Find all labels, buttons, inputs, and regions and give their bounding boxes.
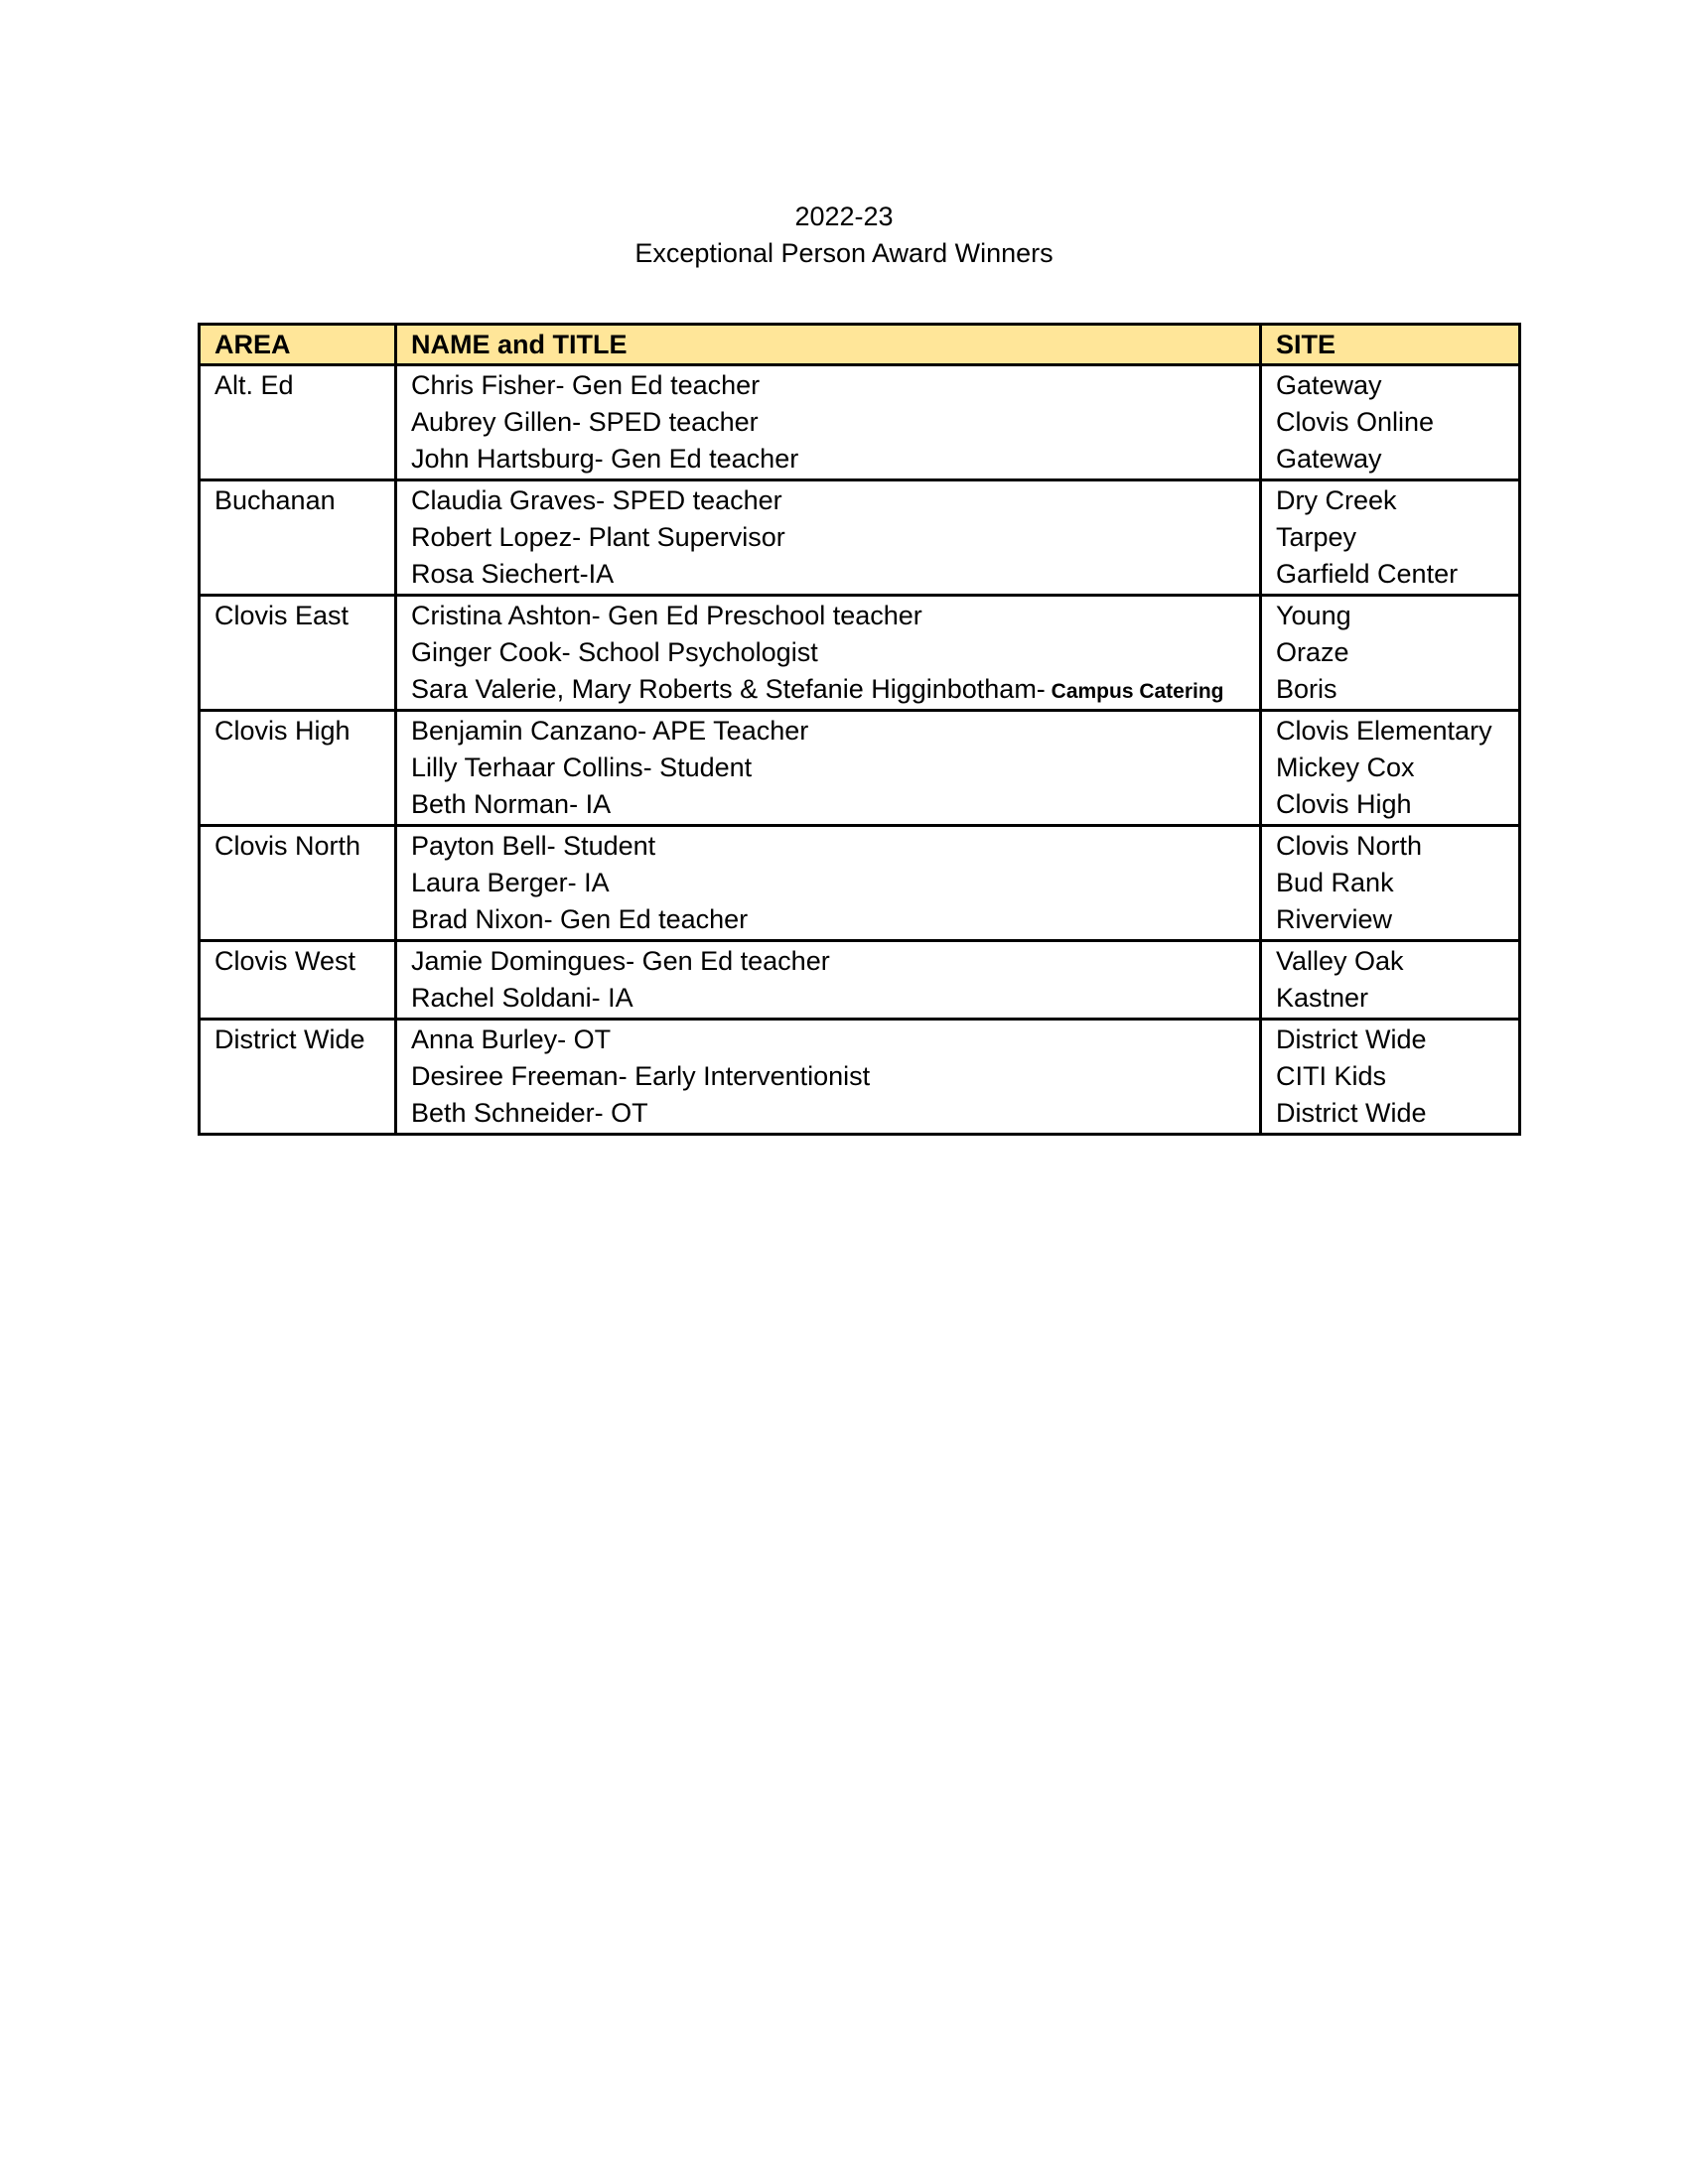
name-title-cell: [396, 1020, 1261, 1135]
name-title-cell: [396, 365, 1261, 480]
name-title-cell: [396, 711, 1261, 826]
winner-site: District Wide: [1276, 1098, 1427, 1128]
table-row: [200, 826, 1520, 941]
area-label: Clovis North: [214, 831, 361, 861]
winner-name-title: [411, 943, 1259, 980]
winner-site: District Wide: [1276, 1024, 1427, 1054]
winner-name-title: [411, 750, 1259, 786]
winner-site: Mickey Cox: [1276, 752, 1415, 782]
name-title-cell: [396, 826, 1261, 941]
winner-site: Riverview: [1276, 904, 1393, 934]
winner-name-text: Ginger Cook- School Psychologist: [411, 637, 818, 667]
winner-site: Gateway: [1276, 370, 1382, 400]
winner-name-title: [411, 1058, 1259, 1095]
page-header: [0, 199, 1688, 272]
area-cell: [200, 596, 396, 711]
area-label: Alt. Ed: [214, 370, 294, 400]
winner-name-text: Laura Berger- IA: [411, 868, 610, 897]
winner-name-title: [411, 556, 1259, 593]
winner-name-title: [411, 1095, 1259, 1132]
area-label: Clovis East: [214, 601, 350, 630]
site-cell: [1261, 480, 1520, 596]
area-cell: [200, 1020, 396, 1135]
award-winners-table: [198, 323, 1521, 1136]
name-title-cell: [396, 480, 1261, 596]
winner-site: Clovis Online: [1276, 407, 1435, 437]
winner-name-text: Cristina Ashton- Gen Ed Preschool teacher: [411, 601, 922, 630]
column-header-area: AREA: [200, 325, 396, 365]
winner-site: CITI Kids: [1276, 1061, 1387, 1091]
winner-name-title: [411, 980, 1259, 1017]
award-year: 2022-23: [794, 202, 894, 231]
table-row: [200, 480, 1520, 596]
table-row: [200, 1020, 1520, 1135]
winner-site: Bud Rank: [1276, 868, 1394, 897]
header-row: [200, 325, 1520, 365]
winner-name-text: Anna Burley- OT: [411, 1024, 612, 1054]
winner-site: Oraze: [1276, 637, 1349, 667]
area-cell: [200, 365, 396, 480]
winner-site: Tarpey: [1276, 522, 1357, 552]
winner-site: Valley Oak: [1276, 946, 1404, 976]
winner-site: Dry Creek: [1276, 485, 1397, 515]
winner-site: Clovis Elementary: [1276, 716, 1492, 746]
winner-name-text: Jamie Domingues- Gen Ed teacher: [411, 946, 830, 976]
winner-name-text: Sara Valerie, Mary Roberts & Stefanie Higginbotham-: [411, 674, 1046, 704]
winner-name-title: [411, 404, 1259, 441]
winner-name-title: [411, 865, 1259, 901]
table-row: [200, 941, 1520, 1020]
area-label: Clovis West: [214, 946, 356, 976]
column-header-name-title: NAME and TITLE: [396, 325, 1261, 365]
site-cell: [1261, 711, 1520, 826]
table-row: [200, 711, 1520, 826]
site-cell: [1261, 596, 1520, 711]
area-cell: [200, 711, 396, 826]
area-cell: [200, 826, 396, 941]
winner-name-text: Brad Nixon- Gen Ed teacher: [411, 904, 749, 934]
winner-name-title: [411, 367, 1259, 404]
area-label: Buchanan: [214, 485, 336, 515]
page-title: Exceptional Person Award Winners: [634, 238, 1054, 268]
winner-name-title: [411, 828, 1259, 865]
winner-name-text: Robert Lopez- Plant Supervisor: [411, 522, 785, 552]
winner-note: Campus Catering: [1045, 680, 1224, 703]
area-label: Clovis High: [214, 716, 351, 746]
winner-name-title: [411, 598, 1259, 634]
winner-name-text: Beth Schneider- OT: [411, 1098, 648, 1128]
winner-name-text: Rosa Siechert-IA: [411, 559, 615, 589]
table-row: [200, 596, 1520, 711]
winner-site: Gateway: [1276, 444, 1382, 474]
winner-site: Clovis High: [1276, 789, 1412, 819]
winner-name-title: [411, 713, 1259, 750]
area-cell: [200, 941, 396, 1020]
table-row: [200, 365, 1520, 480]
winner-name-text: Lilly Terhaar Collins- Student: [411, 752, 753, 782]
winner-name-text: Aubrey Gillen- SPED teacher: [411, 407, 759, 437]
table-header: [200, 325, 1520, 365]
name-title-cell: [396, 941, 1261, 1020]
site-cell: [1261, 941, 1520, 1020]
winner-name-title: [411, 1022, 1259, 1058]
winner-name-title: [411, 482, 1259, 519]
site-cell: [1261, 826, 1520, 941]
winner-name-text: Rachel Soldani- IA: [411, 983, 633, 1013]
winner-name-text: Benjamin Canzano- APE Teacher: [411, 716, 809, 746]
area-cell: [200, 480, 396, 596]
winner-name-title: [411, 441, 1259, 478]
winner-name-title: [411, 634, 1259, 671]
table-body: [200, 365, 1520, 1135]
winner-site: Kastner: [1276, 983, 1369, 1013]
area-label: District Wide: [214, 1024, 365, 1054]
winner-name-text: John Hartsburg- Gen Ed teacher: [411, 444, 799, 474]
winner-name-text: Chris Fisher- Gen Ed teacher: [411, 370, 761, 400]
site-cell: [1261, 365, 1520, 480]
winner-site: Garfield Center: [1276, 559, 1459, 589]
winner-name-text: Desiree Freeman- Early Interventionist: [411, 1061, 871, 1091]
winner-name-title: [411, 519, 1259, 556]
name-title-cell: [396, 596, 1261, 711]
winner-name-title: [411, 671, 1259, 708]
winner-site: Young: [1276, 601, 1351, 630]
winner-name-text: Payton Bell- Student: [411, 831, 656, 861]
winner-site: Boris: [1276, 674, 1337, 704]
winner-name-text: Claudia Graves- SPED teacher: [411, 485, 782, 515]
winner-name-title: [411, 786, 1259, 823]
column-header-site: SITE: [1261, 325, 1520, 365]
winner-name-text: Beth Norman- IA: [411, 789, 612, 819]
winner-name-title: [411, 901, 1259, 938]
winner-site: Clovis North: [1276, 831, 1423, 861]
site-cell: [1261, 1020, 1520, 1135]
